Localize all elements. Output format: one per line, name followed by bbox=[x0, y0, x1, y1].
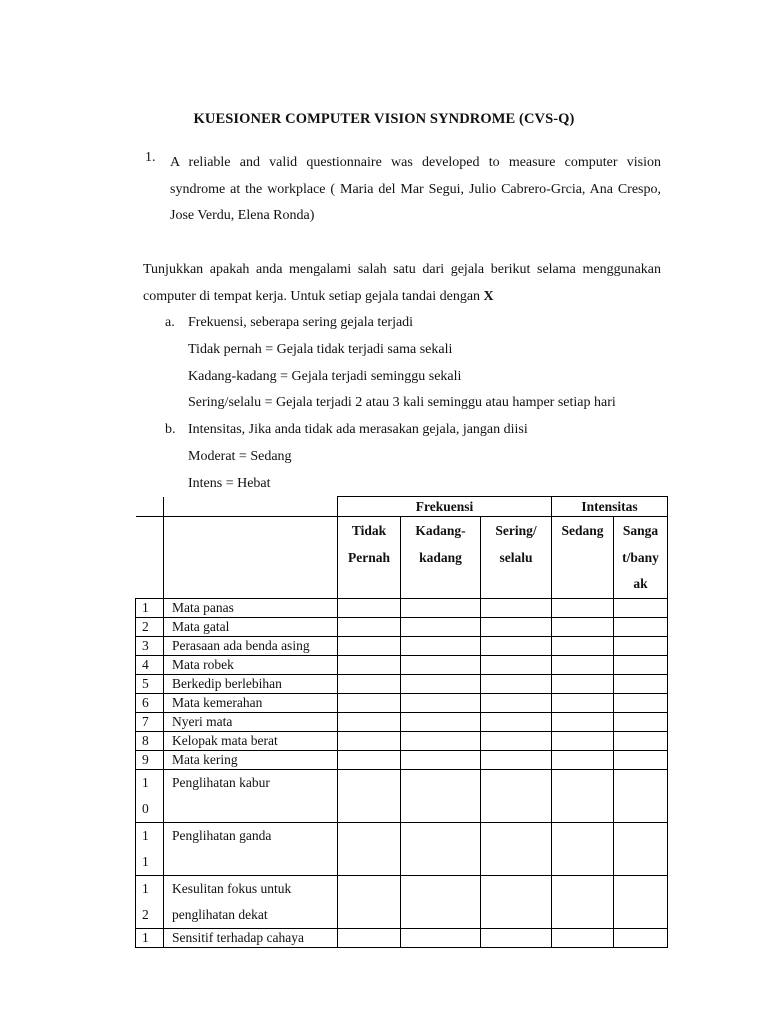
answer-cell-kadang-kadang[interactable] bbox=[401, 822, 481, 875]
header-line: Pernah bbox=[348, 549, 390, 565]
row-number: 3 bbox=[136, 636, 164, 655]
answer-cell-tidak-pernah[interactable] bbox=[338, 598, 401, 617]
reference-number: 1. bbox=[145, 150, 156, 165]
answer-cell-sangat-banyak[interactable] bbox=[614, 693, 668, 712]
header-frekuensi: Frekuensi bbox=[338, 497, 552, 517]
answer-cell-kadang-kadang[interactable] bbox=[401, 712, 481, 731]
table-row bbox=[136, 712, 668, 731]
symptom-label: Kesulitan fokus untuk penglihatan dekat bbox=[164, 875, 338, 928]
header-line: Tidak bbox=[351, 523, 387, 538]
answer-cell-sangat-banyak[interactable] bbox=[614, 769, 668, 822]
answer-cell-tidak-pernah[interactable] bbox=[338, 674, 401, 693]
symptom-label: Perasaan ada benda asing bbox=[164, 636, 338, 655]
list-subitem bbox=[143, 390, 663, 417]
answer-cell-sedang[interactable] bbox=[552, 636, 614, 655]
answer-cell-sering-selalu[interactable] bbox=[481, 693, 552, 712]
row-number: 2 bbox=[136, 617, 164, 636]
header-line: kadang bbox=[419, 549, 462, 565]
instruction-text: Tunjukkan apakah anda mengalami salah satu dari gejala berikut selama menggunakan computer di tempat kerja. Untuk setiap gejala tandai dengan bbox=[143, 262, 661, 304]
answer-cell-kadang-kadang[interactable] bbox=[401, 598, 481, 617]
answer-cell-tidak-pernah[interactable] bbox=[338, 655, 401, 674]
row-number: 5 bbox=[136, 674, 164, 693]
answer-cell-sedang[interactable] bbox=[552, 693, 614, 712]
table-row bbox=[136, 822, 668, 875]
definition-moderat: Moderat = Sedang bbox=[188, 448, 292, 464]
instruction-list bbox=[143, 310, 663, 498]
answer-cell-sering-selalu[interactable] bbox=[481, 750, 552, 769]
answer-cell-sangat-banyak[interactable] bbox=[614, 655, 668, 674]
header-sangat-banyak bbox=[614, 517, 668, 599]
symptom-label: Mata robek bbox=[164, 655, 338, 674]
answer-cell-sangat-banyak[interactable] bbox=[614, 750, 668, 769]
reference-item bbox=[145, 150, 661, 230]
list-label-frekuensi: Frekuensi, seberapa sering gejala terjadi bbox=[188, 315, 414, 330]
answer-cell-sering-selalu[interactable] bbox=[481, 598, 552, 617]
answer-cell-tidak-pernah[interactable] bbox=[338, 928, 401, 947]
list-marker-a: a. bbox=[165, 315, 175, 330]
answer-cell-tidak-pernah[interactable] bbox=[338, 636, 401, 655]
answer-cell-kadang-kadang[interactable] bbox=[401, 875, 481, 928]
document-title: KUESIONER COMPUTER VISION SYNDROME (CVS-Q) bbox=[193, 111, 575, 127]
answer-cell-sedang[interactable] bbox=[552, 617, 614, 636]
list-subitem bbox=[143, 444, 663, 471]
symptom-table bbox=[135, 496, 668, 948]
answer-cell-sangat-banyak[interactable] bbox=[614, 712, 668, 731]
answer-cell-kadang-kadang[interactable] bbox=[401, 750, 481, 769]
row-number: 6 bbox=[136, 693, 164, 712]
header-line: Kadang- bbox=[415, 523, 466, 538]
answer-cell-tidak-pernah[interactable] bbox=[338, 769, 401, 822]
symptom-label: Penglihatan ganda bbox=[164, 822, 338, 875]
table-corner bbox=[164, 497, 338, 517]
table-row bbox=[136, 769, 668, 822]
answer-cell-kadang-kadang[interactable] bbox=[401, 769, 481, 822]
row-number: 9 bbox=[136, 750, 164, 769]
table-row bbox=[136, 750, 668, 769]
symptom-label: Mata gatal bbox=[164, 617, 338, 636]
answer-cell-sangat-banyak[interactable] bbox=[614, 822, 668, 875]
answer-cell-sering-selalu[interactable] bbox=[481, 617, 552, 636]
header-line: Sanga bbox=[622, 523, 659, 538]
table-corner bbox=[136, 497, 164, 517]
answer-cell-tidak-pernah[interactable] bbox=[338, 712, 401, 731]
list-item-intensitas bbox=[143, 417, 663, 444]
answer-cell-sangat-banyak[interactable] bbox=[614, 928, 668, 947]
row-number: 7 bbox=[136, 712, 164, 731]
header-sedang bbox=[552, 517, 614, 599]
answer-cell-sedang[interactable] bbox=[552, 928, 614, 947]
answer-cell-sangat-banyak[interactable] bbox=[614, 636, 668, 655]
answer-cell-sedang[interactable] bbox=[552, 875, 614, 928]
table-corner bbox=[136, 517, 164, 599]
answer-cell-sedang[interactable] bbox=[552, 750, 614, 769]
table-row bbox=[136, 693, 668, 712]
answer-cell-tidak-pernah[interactable] bbox=[338, 693, 401, 712]
row-number: 1 bbox=[136, 598, 164, 617]
row-number: 1 1 bbox=[136, 822, 164, 875]
answer-cell-sering-selalu[interactable] bbox=[481, 875, 552, 928]
definition-kadang: Kadang-kadang = Gejala terjadi seminggu sekali bbox=[188, 368, 462, 384]
answer-cell-tidak-pernah[interactable] bbox=[338, 617, 401, 636]
row-number: 4 bbox=[136, 655, 164, 674]
table-row bbox=[136, 636, 668, 655]
answer-cell-kadang-kadang[interactable] bbox=[401, 731, 481, 750]
answer-cell-sering-selalu[interactable] bbox=[481, 712, 552, 731]
definition-sering: Sering/selalu = Gejala terjadi 2 atau 3 kali seminggu atau hamper setiap hari bbox=[188, 395, 616, 411]
row-number: 1 0 bbox=[136, 769, 164, 822]
answer-cell-tidak-pernah[interactable] bbox=[338, 731, 401, 750]
row-number: 1 bbox=[136, 928, 164, 947]
row-number: 1 2 bbox=[136, 875, 164, 928]
header-line: Sering/ bbox=[495, 523, 537, 538]
table-row bbox=[136, 598, 668, 617]
answer-cell-sering-selalu[interactable] bbox=[481, 731, 552, 750]
answer-cell-kadang-kadang[interactable] bbox=[401, 655, 481, 674]
header-kadang-kadang bbox=[401, 517, 481, 599]
list-item-frekuensi bbox=[143, 310, 663, 337]
list-label-intensitas: Intensitas, Jika anda tidak ada merasakan gejala, jangan diisi bbox=[188, 422, 528, 438]
answer-cell-kadang-kadang[interactable] bbox=[401, 636, 481, 655]
row-number: 8 bbox=[136, 731, 164, 750]
answer-cell-sangat-banyak[interactable] bbox=[614, 731, 668, 750]
answer-cell-kadang-kadang[interactable] bbox=[401, 928, 481, 947]
answer-cell-tidak-pernah[interactable] bbox=[338, 750, 401, 769]
answer-cell-sangat-banyak[interactable] bbox=[614, 875, 668, 928]
symptom-label: Mata panas bbox=[164, 598, 338, 617]
answer-cell-sering-selalu[interactable] bbox=[481, 769, 552, 822]
header-line: Sedang bbox=[561, 523, 604, 538]
answer-cell-kadang-kadang[interactable] bbox=[401, 617, 481, 636]
symptom-label: Mata kemerahan bbox=[164, 693, 338, 712]
answer-cell-sedang[interactable] bbox=[552, 655, 614, 674]
table-row bbox=[136, 617, 668, 636]
header-line: selalu bbox=[499, 549, 533, 565]
symptom-label: Kelopak mata berat bbox=[164, 731, 338, 750]
answer-cell-sedang[interactable] bbox=[552, 822, 614, 875]
table-row bbox=[136, 674, 668, 693]
answer-cell-sangat-banyak[interactable] bbox=[614, 617, 668, 636]
answer-cell-sering-selalu[interactable] bbox=[481, 655, 552, 674]
table-corner bbox=[164, 517, 338, 599]
answer-cell-tidak-pernah[interactable] bbox=[338, 822, 401, 875]
header-tidak-pernah bbox=[338, 517, 401, 599]
answer-cell-sering-selalu[interactable] bbox=[481, 636, 552, 655]
answer-cell-sangat-banyak[interactable] bbox=[614, 674, 668, 693]
header-intensitas: Intensitas bbox=[552, 497, 668, 517]
list-subitem bbox=[143, 471, 663, 498]
answer-cell-sedang[interactable] bbox=[552, 769, 614, 822]
table-row bbox=[136, 875, 668, 928]
table-row bbox=[136, 655, 668, 674]
answer-cell-kadang-kadang[interactable] bbox=[401, 693, 481, 712]
symptom-label: Berkedip berlebihan bbox=[164, 674, 338, 693]
instruction-paragraph bbox=[143, 256, 661, 310]
definition-intens: Intens = Hebat bbox=[188, 475, 271, 491]
answer-cell-kadang-kadang[interactable] bbox=[401, 674, 481, 693]
header-line: t/bany bbox=[622, 549, 659, 565]
answer-cell-sedang[interactable] bbox=[552, 598, 614, 617]
answer-cell-sedang[interactable] bbox=[552, 674, 614, 693]
list-subitem bbox=[143, 364, 663, 391]
answer-cell-sedang[interactable] bbox=[552, 712, 614, 731]
symptom-label: Sensitif terhadap cahaya bbox=[164, 928, 338, 947]
symptom-label: Mata kering bbox=[164, 750, 338, 769]
answer-cell-sangat-banyak[interactable] bbox=[614, 598, 668, 617]
instruction-mark: X bbox=[483, 289, 494, 304]
symptom-label: Nyeri mata bbox=[164, 712, 338, 731]
answer-cell-sering-selalu[interactable] bbox=[481, 674, 552, 693]
header-sering-selalu bbox=[481, 517, 552, 599]
reference-text: A reliable and valid questionnaire was developed to measure computer vision syndrome at the workplace ( Maria del Mar Segui, Julio Cabrero-Grcia, Ana Crespo, Jose Verdu, Elena Ronda) bbox=[170, 155, 661, 223]
header-line: ak bbox=[633, 576, 648, 591]
table-row bbox=[136, 928, 668, 947]
symptom-label: Penglihatan kabur bbox=[164, 769, 338, 822]
table-row bbox=[136, 731, 668, 750]
answer-cell-tidak-pernah[interactable] bbox=[338, 875, 401, 928]
list-marker-b: b. bbox=[165, 422, 176, 438]
list-subitem bbox=[143, 337, 663, 364]
answer-cell-sering-selalu[interactable] bbox=[481, 822, 552, 875]
answer-cell-sering-selalu[interactable] bbox=[481, 928, 552, 947]
answer-cell-sedang[interactable] bbox=[552, 731, 614, 750]
definition-tidak-pernah: Tidak pernah = Gejala tidak terjadi sama sekali bbox=[188, 341, 453, 357]
